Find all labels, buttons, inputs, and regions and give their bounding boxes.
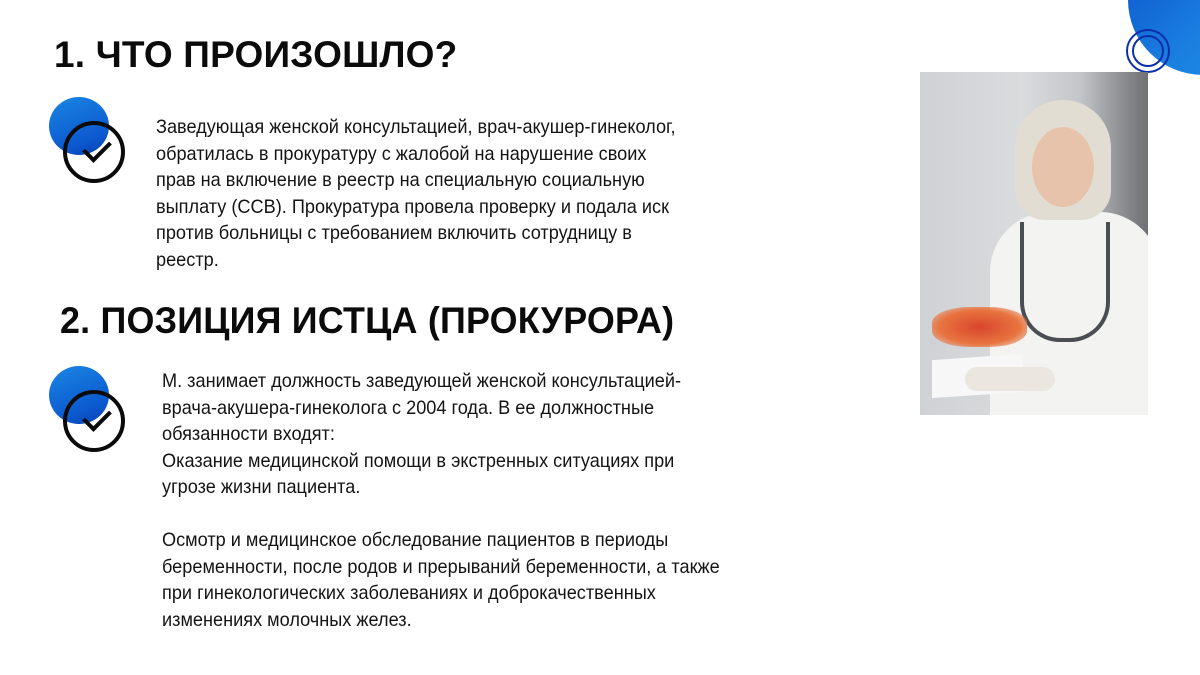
text-line: врача-акушера-гинеколога с 2004 года. В ее должностные bbox=[162, 396, 655, 419]
text-line: Заведующая женской консультацией, врач-акушер-гинеколог, bbox=[156, 116, 676, 138]
doctor-photo bbox=[920, 72, 1148, 415]
photo-glove bbox=[965, 367, 1055, 391]
section2-paragraph bbox=[162, 368, 869, 633]
text-line: против больницы с требованием включить сотрудницу в bbox=[156, 222, 632, 244]
section1-paragraph bbox=[156, 114, 826, 273]
uterus-model-icon bbox=[932, 307, 1027, 347]
double-ring-icon-inner bbox=[1132, 35, 1164, 67]
check-circle-icon bbox=[34, 92, 134, 192]
text-line: беременности, после родов и прерываний беременности, а также bbox=[162, 555, 720, 578]
text-line: обязанности входят: bbox=[162, 423, 335, 445]
paragraph-gap bbox=[162, 501, 869, 528]
section1-heading: 1. ЧТО ПРОИЗОШЛО? bbox=[54, 34, 458, 75]
text-line: при гинекологических заболеваниях и доброкачественных bbox=[162, 582, 656, 604]
stethoscope-icon bbox=[1020, 222, 1110, 342]
text-line: Осмотр и медицинское обследование пациентов в периоды bbox=[162, 529, 669, 551]
text-line: угрозе жизни пациента. bbox=[162, 476, 361, 498]
photo-face bbox=[1032, 127, 1094, 207]
text-line: Оказание медицинской помощи в экстренных ситуациях при bbox=[162, 449, 675, 472]
section2-heading: 2. ПОЗИЦИЯ ИСТЦА (ПРОКУРОРА) bbox=[60, 300, 675, 341]
check-circle-icon bbox=[34, 361, 134, 461]
text-line: изменениях молочных желез. bbox=[162, 608, 412, 631]
text-line: М. занимает должность заведующей женской консультацией- bbox=[162, 370, 682, 392]
text-line: реестр. bbox=[156, 248, 219, 271]
text-line: обратилась в прокуратуру с жалобой на нарушение своих bbox=[156, 142, 647, 165]
text-line: выплату (ССВ). Прокуратура провела проверку и подала иск bbox=[156, 195, 670, 218]
text-line: прав на включение в реестр на специальную социальную bbox=[156, 169, 645, 191]
